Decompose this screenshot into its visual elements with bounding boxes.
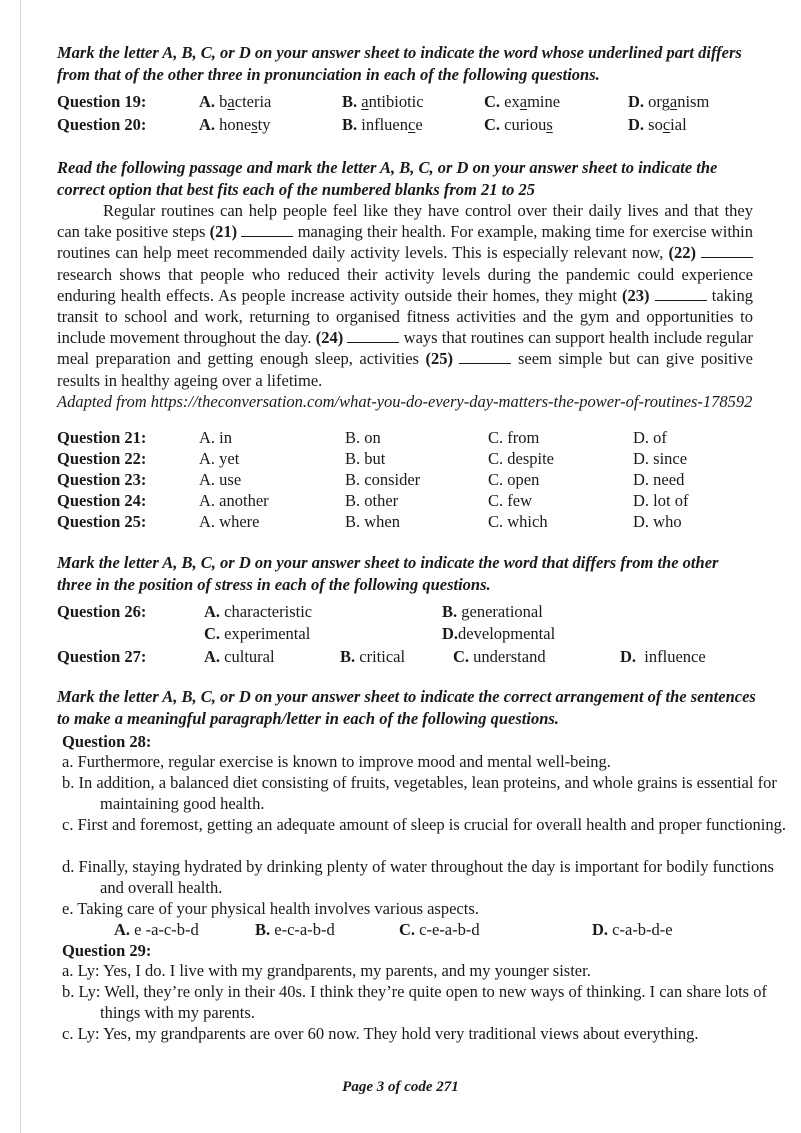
option-text: in: [219, 428, 233, 447]
option-d: D.developmental: [442, 624, 556, 643]
question-label: Question 24:: [57, 491, 147, 510]
option-a: [199, 469, 241, 490]
option-letter: B.: [345, 428, 361, 447]
option-d: [633, 469, 684, 490]
passage-text: research shows that people who reduced their activity levels during the pandemic could experience enduring health effects. As people increase activity outside their homes, they might: [57, 264, 753, 305]
option-letter: B.: [345, 491, 361, 510]
q28-item-a: a. Furthermore, regular exercise is known to improve mood and mental well-being.: [62, 752, 611, 771]
option-a: [199, 511, 259, 532]
option-a: [199, 448, 239, 469]
question-label: Question 27:: [57, 647, 147, 666]
question-23-row: [57, 469, 757, 490]
option-b: [345, 490, 398, 511]
question-label: Question 22:: [57, 449, 147, 468]
option-text: few: [507, 491, 532, 510]
option-letter: A.: [199, 428, 216, 447]
q29-item-c: c. Ly: Yes, my grandparents are over 60 now. They hold very traditional views about everything.: [62, 1024, 699, 1043]
option-text: consider: [364, 470, 421, 489]
question-29-label: Question 29:: [62, 941, 152, 960]
section1-instruction: Mark the letter A, B, C, or D on your answer sheet to indicate the word whose underlined part differs from that of the other three in pronunciation in each of the following questions.: [57, 43, 742, 84]
option-b: B. generational: [442, 602, 543, 621]
option-c: [488, 490, 532, 511]
option-c: [488, 511, 548, 532]
option-d: D. influence: [620, 647, 706, 666]
option-b: B. antibiotic: [342, 92, 424, 111]
question-25-row: [57, 511, 757, 532]
blank-24-number: (24): [315, 328, 344, 348]
passage-text: ways that routines can support health include regular meal preparation and getting enough sleep, activities: [57, 328, 754, 369]
question-22-row: [57, 448, 757, 469]
q29-item-a: a. Ly: Yes, I do. I live with my grandparents, my parents, and my younger sister.: [62, 961, 591, 980]
option-letter: D.: [633, 470, 650, 489]
option-b: B. critical: [340, 647, 406, 666]
option-text: when: [364, 512, 401, 531]
option-letter: B.: [345, 470, 361, 489]
option-d: [633, 511, 682, 532]
question-label: Question 19:: [57, 92, 147, 111]
question-26-row: [57, 601, 757, 622]
option-letter: C.: [488, 449, 504, 468]
option-text: another: [219, 491, 269, 510]
option-b: [345, 511, 400, 532]
option-a: A. bacteria: [199, 92, 272, 111]
question-label: Question 20:: [57, 115, 147, 134]
option-text: yet: [219, 449, 240, 468]
option-b: B. e-c-a-b-d: [255, 920, 335, 939]
passage-source: Adapted from https://theconversation.com/what-you-do-every-day-matters-the-power-of-routines-178592: [57, 391, 753, 411]
passage-text: taking transit to school and work, returning to organised fitness activities and the gym and opportunities to include movement throughout the day.: [57, 285, 753, 348]
option-letter: A.: [199, 512, 216, 531]
question-label: Question 21:: [57, 428, 147, 447]
option-letter: D.: [633, 491, 650, 510]
option-text: which: [507, 512, 548, 531]
option-letter: D.: [633, 428, 650, 447]
question-label: Question 25:: [57, 512, 147, 531]
option-letter: D.: [633, 512, 650, 531]
question-label: Question 26:: [57, 602, 147, 621]
option-text: who: [653, 512, 682, 531]
q28-item-b: b. In addition, a balanced diet consisting of fruits, vegetables, lean proteins, and whole grains is essential for maintaining good health.: [62, 773, 777, 813]
option-letter: C.: [488, 428, 504, 447]
option-letter: B.: [345, 512, 361, 531]
option-c: C. c-e-a-b-d: [399, 920, 480, 939]
passage-text: seem simple but can give positive results in healthy ageing over a lifetime.: [57, 349, 753, 390]
option-c: [488, 427, 539, 448]
option-c: C. examine: [484, 92, 561, 111]
option-c: C. curious: [484, 115, 553, 134]
q28-item-e: e. Taking care of your physical health involves various aspects.: [62, 899, 479, 918]
blank-23: [655, 286, 707, 301]
option-d: D. c-a-b-d-e: [592, 920, 673, 939]
question-label: Question 23:: [57, 470, 147, 489]
reading-passage: [57, 200, 753, 412]
section4-instruction: Mark the letter A, B, C, or D on your answer sheet to indicate the correct arrangement of the sentences to make a meaningful paragraph/letter in each of the following questions.: [57, 687, 756, 728]
question-24-row: [57, 490, 757, 511]
blank-22: [701, 243, 753, 258]
option-letter: C.: [488, 512, 504, 531]
option-d: [633, 427, 667, 448]
option-b: [345, 448, 385, 469]
blank-22-number: (22): [668, 243, 696, 263]
option-text: other: [364, 491, 399, 510]
option-text: need: [653, 470, 685, 489]
option-c: C. understand: [453, 647, 546, 666]
option-d: [633, 490, 688, 511]
option-b: B. influence: [342, 115, 423, 134]
scan-edge: [20, 0, 21, 1133]
question-26-row-2: [57, 623, 757, 644]
option-text: lot of: [653, 491, 689, 510]
option-text: from: [507, 428, 540, 447]
option-b: [345, 469, 420, 490]
option-letter: C.: [488, 470, 504, 489]
option-b: [345, 427, 381, 448]
option-text: despite: [507, 449, 555, 468]
option-text: open: [507, 470, 540, 489]
option-letter: C.: [488, 491, 504, 510]
option-c: [488, 469, 539, 490]
option-letter: A.: [199, 449, 216, 468]
question-20-row: [57, 114, 757, 135]
option-a: [199, 427, 232, 448]
section3-instruction: Mark the letter A, B, C, or D on your answer sheet to indicate the word that differs from the other three in the position of stress in each of the following questions.: [57, 553, 719, 594]
passage-text: Regular routines can help people feel like they have control over their daily lives and that they can take positive steps: [57, 201, 753, 242]
blank-24: [347, 328, 399, 343]
option-letter: D.: [633, 449, 650, 468]
blank-23-number: (23): [622, 285, 650, 305]
option-text: where: [219, 512, 260, 531]
question-19-row: [57, 91, 757, 112]
option-d: D. organism: [628, 92, 710, 111]
question-28-label: Question 28:: [62, 732, 152, 751]
blank-21-number: (21): [209, 222, 238, 242]
blank-25-number: (25): [425, 349, 453, 369]
passage-text: managing their health. For example, making time for exercise within routines can help meet recommended daily activity levels. This is especially relevant now,: [57, 222, 753, 263]
option-a: A. characteristic: [204, 602, 313, 621]
q28-item-d: d. Finally, staying hydrated by drinking plenty of water throughout the day is important for bodily functions and overall health.: [62, 857, 774, 897]
option-text: but: [364, 449, 386, 468]
option-a: [199, 490, 269, 511]
option-text: of: [653, 428, 667, 447]
option-text: on: [364, 428, 381, 447]
option-c: C. experimental: [204, 624, 311, 643]
page-footer: Page 3 of code 271: [342, 1079, 459, 1095]
option-letter: A.: [199, 470, 216, 489]
q28-item-c: c. First and foremost, getting an adequate amount of sleep is crucial for overall health and proper functioning.: [62, 815, 786, 834]
blank-25: [459, 349, 511, 364]
question-21-row: [57, 427, 757, 448]
question-28-answers: [62, 919, 762, 940]
option-text: use: [219, 470, 242, 489]
option-a: A. cultural: [204, 647, 275, 666]
question-27-row: [57, 646, 757, 667]
q29-item-b: b. Ly: Well, they’re only in their 40s. I think they’re quite open to new ways of thinking. I can share lots of things with my parents.: [62, 982, 767, 1022]
option-text: since: [653, 449, 688, 468]
option-a: A. honesty: [199, 115, 271, 134]
option-d: D. social: [628, 115, 687, 134]
option-letter: A.: [199, 491, 216, 510]
blank-21: [241, 222, 293, 237]
option-a: A. e -a-c-b-d: [114, 920, 199, 939]
option-d: [633, 448, 687, 469]
section2-instruction: Read the following passage and mark the letter A, B, C, or D on your answer sheet to indicate the correct option that best fits each of the numbered blanks from 21 to 25: [57, 158, 718, 199]
option-c: [488, 448, 554, 469]
option-letter: B.: [345, 449, 361, 468]
